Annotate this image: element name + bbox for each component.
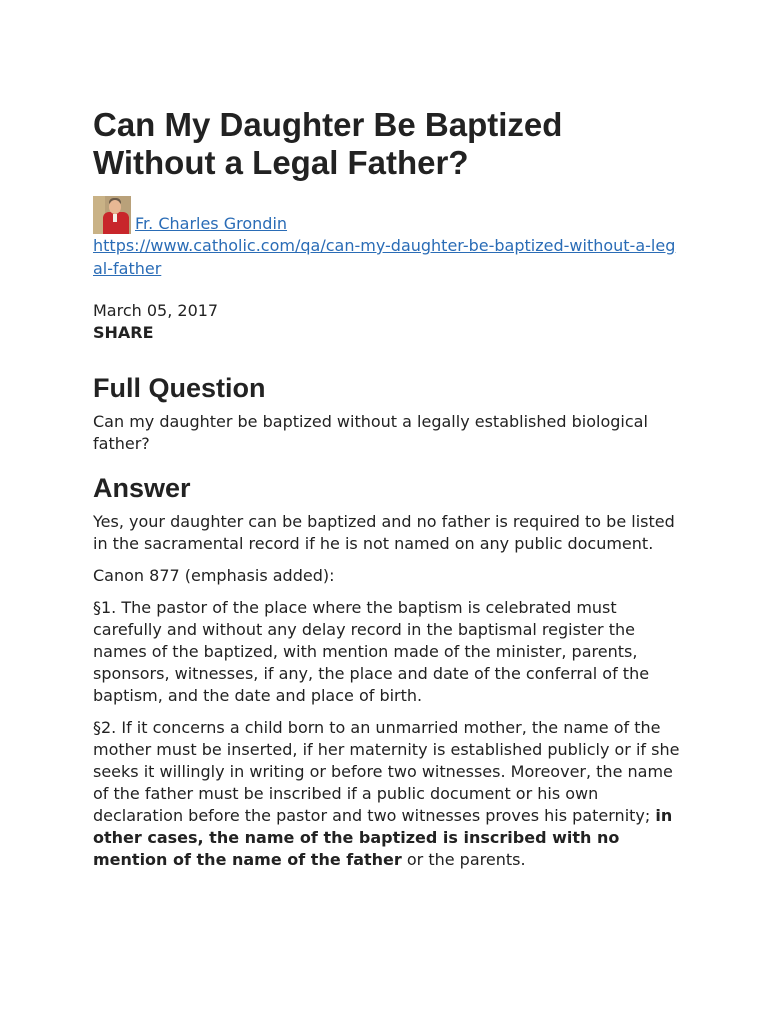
question-text: Can my daughter be baptized without a legally established biological father? xyxy=(93,412,648,453)
canon-paragraph-2 xyxy=(93,717,680,871)
canon-label: Canon 877 (emphasis added): xyxy=(93,566,335,585)
paragraph-2-end: or the parents. xyxy=(401,850,526,869)
author-link[interactable]: Fr. Charles Grondin xyxy=(135,214,288,233)
canon-paragraph-1: §1. The pastor of the place where the baptism is celebrated must carefully and without any delay record in the baptismal register the names of the baptized, with mention made of the minister, parents, sponsors, witnesses, if any, the place and date of the conferral of the baptism, and the date and place of birth. xyxy=(93,598,650,705)
paragraph-2-start: §2. If it concerns a child born to an unmarried mother, the name of the mother must be inserted, if her maternity is established publicly or if she seeks it willingly in writing or before two witnesses. Moreover, the name of the father must be inscribed if a public document or his own declaration before the pastor and two witnesses proves his paternity; xyxy=(93,718,680,825)
paragraph-2-emphasis: in other cases, the name of the baptized is inscribed with no mention of the name of the father xyxy=(93,806,673,869)
article-url-link[interactable]: https://www.catholic.com/qa/can-my-daughter-be-baptized-without-a-legal-father xyxy=(93,236,676,278)
share-button[interactable]: SHARE xyxy=(93,323,154,342)
author-row xyxy=(93,196,680,234)
page-title: Can My Daughter Be Baptized Without a Legal Father? xyxy=(93,106,563,181)
author-avatar xyxy=(93,196,131,234)
question-heading: Full Question xyxy=(93,373,266,403)
answer-heading: Answer xyxy=(93,473,191,503)
publish-date: March 05, 2017 xyxy=(93,301,219,320)
answer-intro: Yes, your daughter can be baptized and no father is required to be listed in the sacramental record if he is not named on any public document. xyxy=(93,512,675,553)
